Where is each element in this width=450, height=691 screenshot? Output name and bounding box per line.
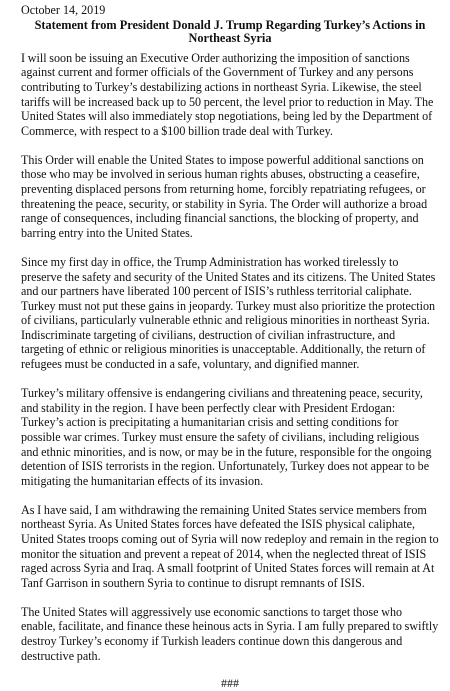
- end-mark: ###: [221, 676, 239, 691]
- paragraph-4: Turkey’s military offensive is endangering civilians and threatening peace, security, and stability in the region. I have been perfectly clear with President Erdogan: Turkey’s action is precipitating a humanitarian crisis and setting conditions for possible war crimes. Turkey must ensure the safety of civilians, including religious and ethnic minorities, and is now, or may be in the future, responsible for the ongoing detention of ISIS terrorists in the region. Unfortunately, Turkey does not appear to be mitigating the humanitarian effects of its invasion.: [21, 386, 432, 488]
- statement-title: [21, 19, 439, 46]
- paragraph-2: This Order will enable the United States to impose powerful additional sanctions on those who may be involved in serious human rights abuses, obstructing a ceasefire, preventing displaced persons from returning home, forcibly repatriating refugees, or threatening the peace, security, or stability in Syria. The Order will authorize a broad range of consequences, including financial sanctions, the blocking of property, and barring entry into the United States.: [21, 152, 428, 240]
- paragraph-1: I will soon be issuing an Executive Order authorizing the imposition of sanctions against current and former officials of the Government of Turkey and any persons contributing to Turkey’s destabilizing actions in northeast Syria. Likewise, the steel tariffs will be increased back up to 50 percent, the level prior to reduction in May. The United States will also immediately stop negotiations, being led by the Department of Commerce, with respect to a $100 billion trade deal with Turkey.: [21, 50, 434, 138]
- statement-title-line-1: Statement from President Donald J. Trump Regarding Turkey’s Actions in: [34, 17, 426, 32]
- statement-date: October 14, 2019: [21, 3, 106, 17]
- statement-title-line-2: Northeast Syria: [188, 31, 272, 46]
- paragraph-6: The United States will aggressively use economic sanctions to target those who enable, facilitate, and finance these heinous acts in Syria. I am fully prepared to swiftly destroy Turkey’s economy if Turkish leaders continue down this dangerous and destructive path.: [21, 604, 439, 663]
- paragraph-5: As I have said, I am withdrawing the remaining United States service members from northeast Syria. As United States forces have defeated the ISIS physical caliphate, United States troops coming out of Syria will now redeploy and remain in the region to monitor the situation and prevent a repeat of 2014, when the neglected threat of ISIS raged across Syria and Iraq. A small footprint of United States forces will remain at At Tanf Garrison in southern Syria to continue to disrupt remnants of ISIS.: [21, 502, 439, 590]
- paragraph-3: Since my first day in office, the Trump Administration has worked tirelessly to preserve the safety and security of the United States and its citizens. The United States and our partners have liberated 100 percent of ISIS’s ruthless territorial caliphate. Turkey must not put these gains in jeopardy. Turkey must also prioritize the protection of civilians, particularly vulnerable ethnic and religious minorities in northeast Syria. Indiscriminate targeting of civilians, destruction of civilian infrastructure, and targeting of ethnic or religious minorities is unacceptable. Additionally, the return of refugees must be conducted in a safe, voluntary, and dignified manner.: [21, 254, 436, 372]
